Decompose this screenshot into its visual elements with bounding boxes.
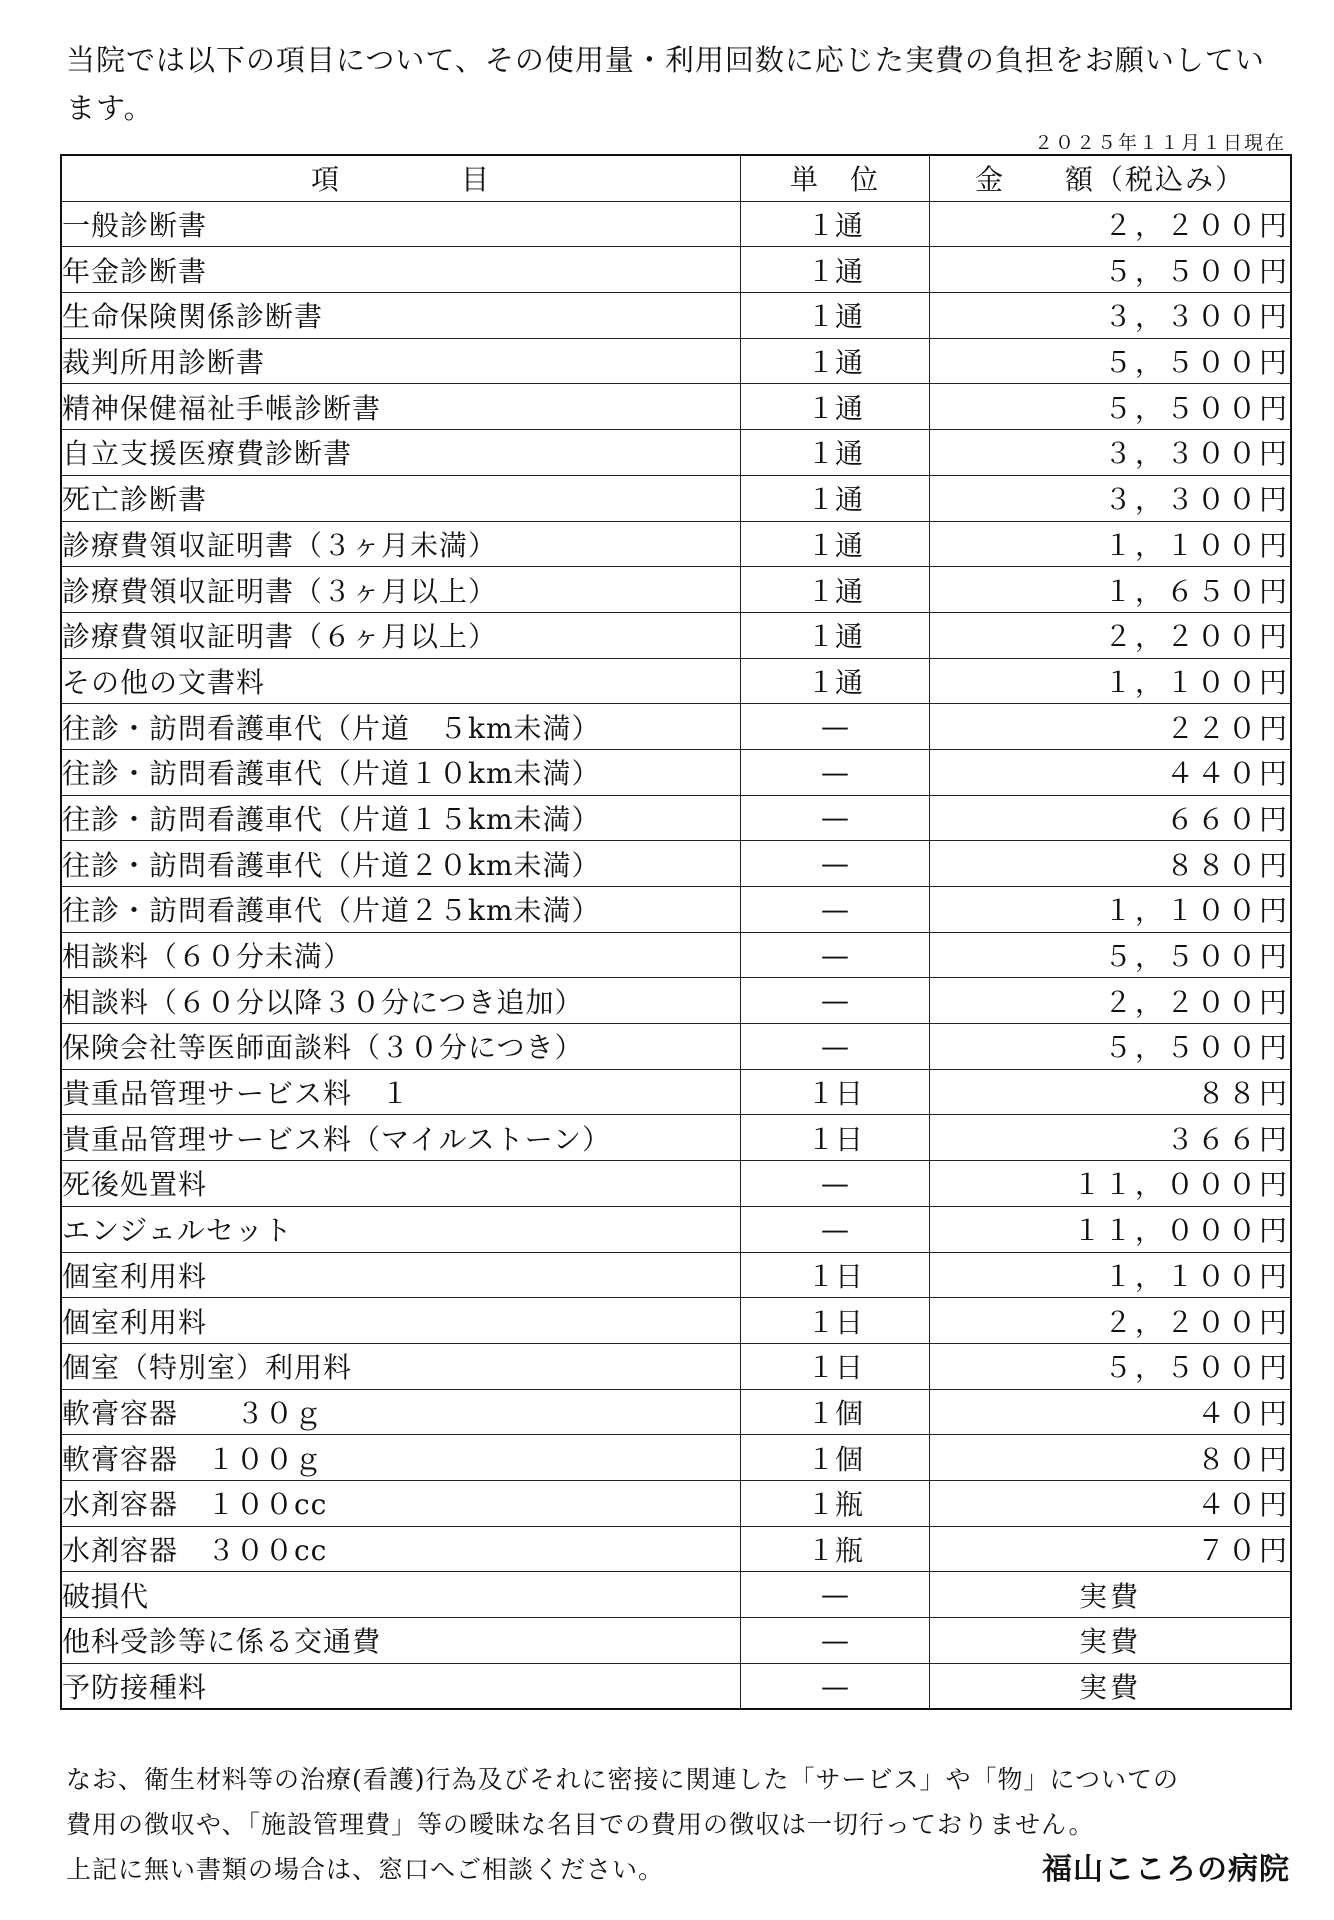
table-row xyxy=(61,1663,1291,1709)
unit-cell: １日 xyxy=(741,1115,930,1161)
table-row xyxy=(61,1252,1291,1298)
unit-cell: １通 xyxy=(741,567,930,613)
unit-cell: １通 xyxy=(741,430,930,476)
table-row xyxy=(61,1206,1291,1252)
table-row xyxy=(61,201,1291,247)
unit-cell: — xyxy=(741,978,930,1024)
amount-cell: １１，０００円 xyxy=(930,1161,1292,1207)
item-cell: 往診・訪問看護車代（片道２０km未満） xyxy=(61,841,741,887)
unit-cell: — xyxy=(741,1618,930,1664)
header-amount: 金 額（税込み） xyxy=(930,155,1292,201)
unit-cell: １通 xyxy=(741,293,930,339)
table-row xyxy=(61,567,1291,613)
amount-cell: ５，５００円 xyxy=(930,247,1292,293)
table-row xyxy=(61,978,1291,1024)
item-cell: 裁判所用診断書 xyxy=(61,338,741,384)
table-row xyxy=(61,1526,1291,1572)
amount-cell: １，１００円 xyxy=(930,887,1292,933)
fee-table xyxy=(60,154,1292,1710)
unit-cell: — xyxy=(741,1161,930,1207)
unit-cell: １瓶 xyxy=(741,1480,930,1526)
item-cell: 診療費領収証明書（３ヶ月未満） xyxy=(61,521,741,567)
amount-cell: １，６５０円 xyxy=(930,567,1292,613)
unit-cell: — xyxy=(741,841,930,887)
header-unit: 単 位 xyxy=(741,155,930,201)
item-cell: 往診・訪問看護車代（片道１５km未満） xyxy=(61,795,741,841)
item-cell: 往診・訪問看護車代（片道 ５km未満） xyxy=(61,704,741,750)
table-row xyxy=(61,1435,1291,1481)
table-row xyxy=(61,704,1291,750)
amount-cell: １１，０００円 xyxy=(930,1206,1292,1252)
table-row xyxy=(61,1343,1291,1389)
item-cell: 水剤容器 １００cc xyxy=(61,1480,741,1526)
item-cell: 年金診断書 xyxy=(61,247,741,293)
item-cell: 他科受診等に係る交通費 xyxy=(61,1618,741,1664)
unit-cell: １通 xyxy=(741,475,930,521)
unit-cell: — xyxy=(741,1572,930,1618)
table-row xyxy=(61,887,1291,933)
unit-cell: １瓶 xyxy=(741,1526,930,1572)
item-cell: 死後処置料 xyxy=(61,1161,741,1207)
amount-cell: 実費 xyxy=(930,1572,1292,1618)
table-row xyxy=(61,932,1291,978)
item-cell: 軟膏容器 ３０ｇ xyxy=(61,1389,741,1435)
table-row xyxy=(61,1024,1291,1070)
table-row xyxy=(61,658,1291,704)
table-row xyxy=(61,795,1291,841)
amount-cell: ５，５００円 xyxy=(930,932,1292,978)
header-item: 項 目 xyxy=(61,155,741,201)
item-cell: 診療費領収証明書（３ヶ月以上） xyxy=(61,567,741,613)
unit-cell: — xyxy=(741,749,930,795)
amount-cell: ３６６円 xyxy=(930,1115,1292,1161)
item-cell: エンジェルセット xyxy=(61,1206,741,1252)
footer-note-line-3: 上記に無い書類の場合は、窓口へご相談ください。 xyxy=(66,1855,665,1884)
unit-cell: — xyxy=(741,1206,930,1252)
amount-cell: ５，５００円 xyxy=(930,338,1292,384)
table-row xyxy=(61,247,1291,293)
item-cell: 生命保険関係診断書 xyxy=(61,293,741,339)
amount-cell: ８８０円 xyxy=(930,841,1292,887)
unit-cell: １通 xyxy=(741,658,930,704)
table-row xyxy=(61,430,1291,476)
table-row xyxy=(61,1115,1291,1161)
unit-cell: １通 xyxy=(741,201,930,247)
table-row xyxy=(61,338,1291,384)
item-cell: 破損代 xyxy=(61,1572,741,1618)
item-cell: 相談料（６０分未満） xyxy=(61,932,741,978)
fee-table-body xyxy=(61,201,1291,1709)
intro-text: 当院では以下の項目について、その使用量・利用回数に応じた実費の負担をお願いしています。 xyxy=(66,43,1265,125)
amount-cell: １，１００円 xyxy=(930,1252,1292,1298)
table-row xyxy=(61,841,1291,887)
table-row xyxy=(61,749,1291,795)
unit-cell: １通 xyxy=(741,612,930,658)
item-cell: 診療費領収証明書（６ヶ月以上） xyxy=(61,612,741,658)
item-cell: 往診・訪問看護車代（片道２５km未満） xyxy=(61,887,741,933)
item-cell: その他の文書料 xyxy=(61,658,741,704)
table-row xyxy=(61,1572,1291,1618)
amount-cell: ４０円 xyxy=(930,1480,1292,1526)
amount-cell: 実費 xyxy=(930,1663,1292,1709)
unit-cell: １日 xyxy=(741,1298,930,1344)
unit-cell: １個 xyxy=(741,1435,930,1481)
unit-cell: — xyxy=(741,1663,930,1709)
unit-cell: １日 xyxy=(741,1343,930,1389)
amount-cell: ４４０円 xyxy=(930,749,1292,795)
table-row xyxy=(61,384,1291,430)
item-cell: 死亡診断書 xyxy=(61,475,741,521)
table-row xyxy=(61,1389,1291,1435)
amount-cell: ４０円 xyxy=(930,1389,1292,1435)
amount-cell: ７０円 xyxy=(930,1526,1292,1572)
amount-cell: ６６０円 xyxy=(930,795,1292,841)
amount-cell: ３，３００円 xyxy=(930,293,1292,339)
item-cell: 自立支援医療費診断書 xyxy=(61,430,741,476)
amount-cell: ２２０円 xyxy=(930,704,1292,750)
table-row xyxy=(61,612,1291,658)
as-of-date: ２０２５年１１月１日現在 xyxy=(1033,132,1286,154)
item-cell: 相談料（６０分以降３０分につき追加） xyxy=(61,978,741,1024)
hospital-name: 福山こころの病院 xyxy=(1042,1852,1290,1887)
unit-cell: １通 xyxy=(741,247,930,293)
unit-cell: — xyxy=(741,795,930,841)
item-cell: 一般診断書 xyxy=(61,201,741,247)
amount-cell: ２，２００円 xyxy=(930,978,1292,1024)
amount-cell: ３，３００円 xyxy=(930,430,1292,476)
item-cell: 貴重品管理サービス料 １ xyxy=(61,1069,741,1115)
unit-cell: １通 xyxy=(741,521,930,567)
unit-cell: １日 xyxy=(741,1069,930,1115)
item-cell: 水剤容器 ３００cc xyxy=(61,1526,741,1572)
unit-cell: １日 xyxy=(741,1252,930,1298)
item-cell: 精神保健福祉手帳診断書 xyxy=(61,384,741,430)
amount-cell: １，１００円 xyxy=(930,658,1292,704)
amount-cell: 実費 xyxy=(930,1618,1292,1664)
item-cell: 往診・訪問看護車代（片道１０km未満） xyxy=(61,749,741,795)
table-row xyxy=(61,1618,1291,1664)
item-cell: 個室利用料 xyxy=(61,1252,741,1298)
item-cell: 保険会社等医師面談料（３０分につき） xyxy=(61,1024,741,1070)
amount-cell: ５，５００円 xyxy=(930,384,1292,430)
unit-cell: — xyxy=(741,932,930,978)
table-row xyxy=(61,1298,1291,1344)
footer-note-line-1: なお、衛生材料等の治療(看護)行為及びそれに密接に関連した「サービス」や「物」についての xyxy=(66,1765,1180,1794)
amount-cell: ２，２００円 xyxy=(930,201,1292,247)
unit-cell: １通 xyxy=(741,384,930,430)
footer-note-line-2: 費用の徴収や、「施設管理費」等の曖昧な名目での費用の徴収は一切行っておりません。 xyxy=(66,1810,1095,1839)
amount-cell: ８０円 xyxy=(930,1435,1292,1481)
table-row xyxy=(61,1480,1291,1526)
amount-cell: １，１００円 xyxy=(930,521,1292,567)
unit-cell: — xyxy=(741,887,930,933)
table-header-row xyxy=(61,155,1291,201)
amount-cell: ５，５００円 xyxy=(930,1024,1292,1070)
amount-cell: ３，３００円 xyxy=(930,475,1292,521)
item-cell: 貴重品管理サービス料（マイルストーン） xyxy=(61,1115,741,1161)
item-cell: 予防接種料 xyxy=(61,1663,741,1709)
amount-cell: ２，２００円 xyxy=(930,612,1292,658)
table-row xyxy=(61,1161,1291,1207)
unit-cell: １通 xyxy=(741,338,930,384)
amount-cell: ５，５００円 xyxy=(930,1343,1292,1389)
unit-cell: １個 xyxy=(741,1389,930,1435)
amount-cell: ２，２００円 xyxy=(930,1298,1292,1344)
table-row xyxy=(61,293,1291,339)
item-cell: 個室（特別室）利用料 xyxy=(61,1343,741,1389)
amount-cell: ８８円 xyxy=(930,1069,1292,1115)
unit-cell: — xyxy=(741,704,930,750)
item-cell: 軟膏容器 １００ｇ xyxy=(61,1435,741,1481)
table-row xyxy=(61,475,1291,521)
table-row xyxy=(61,1069,1291,1115)
unit-cell: — xyxy=(741,1024,930,1070)
item-cell: 個室利用料 xyxy=(61,1298,741,1344)
table-row xyxy=(61,521,1291,567)
